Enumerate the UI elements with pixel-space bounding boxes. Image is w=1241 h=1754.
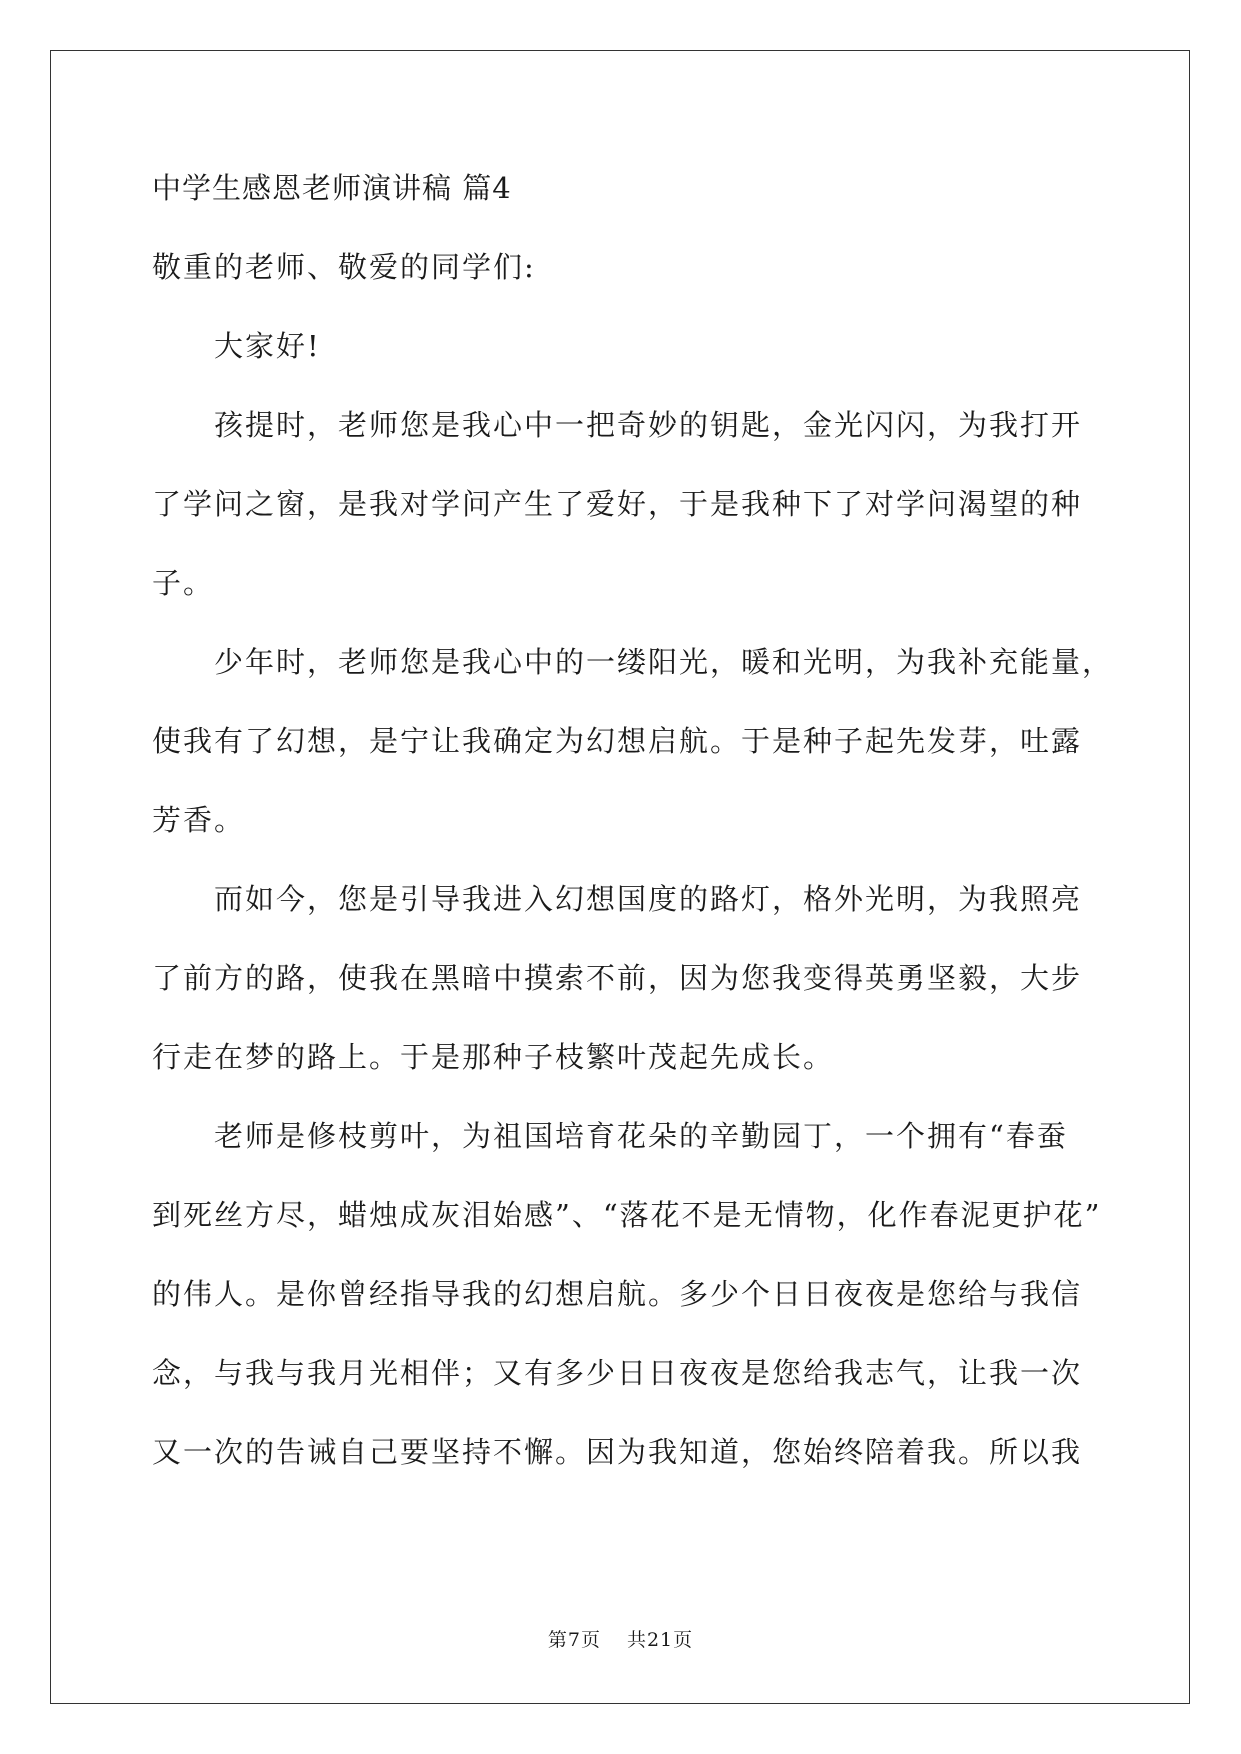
hello-line: 大家好! [214,329,321,363]
paragraph-4 [152,1116,1107,1473]
paragraph-line: 行走在梦的路上。于是那种子枝繁叶茂起先成长。 [152,1040,835,1074]
paragraph-line: 使我有了幻想，是宁让我确定为幻想启航。于是种子起先发芽，吐露 [152,724,1083,758]
paragraph-2 [152,642,1114,841]
paragraph-line: 到死丝方尽，蜡烛成灰泪始感”、“落花不是无情物，化作春泥更护花” [152,1198,1102,1232]
paragraph-line: 的伟人。是你曾经指导我的幻想启航。多少个日日夜夜是您给与我信 [152,1277,1083,1311]
page-number: 第7页 [547,1629,601,1651]
paragraph-line: 子。 [152,566,215,600]
page-footer [0,1625,1241,1652]
paragraph-line: 孩提时，老师您是我心中一把奇妙的钥匙，金光闪闪，为我打开 [214,408,1083,442]
document-body [152,168,1114,1473]
paragraph-line: 了前方的路，使我在黑暗中摸索不前，因为您我变得英勇坚毅，大步 [152,961,1083,995]
greeting-line: 敬重的老师、敬爱的同学们: [152,250,536,284]
paragraph-line: 了学问之窗，是我对学问产生了爱好，于是我种下了对学问渴望的种 [152,487,1083,521]
paragraph-line: 芳香。 [152,803,246,837]
paragraph-line: 老师是修枝剪叶，为祖国培育花朵的辛勤园丁，一个拥有“春蚕 [214,1119,1068,1153]
page-total: 共21页 [626,1629,694,1651]
paragraph-line: 而如今，您是引导我进入幻想国度的路灯，格外光明，为我照亮 [214,882,1083,916]
paragraph-line: 念，与我与我月光相伴；又有多少日日夜夜是您给我志气，让我一次 [152,1356,1083,1390]
paragraph-3 [152,879,1107,1078]
paragraph-1 [152,405,1107,604]
paragraph-line: 少年时，老师您是我心中的一缕阳光，暖和光明，为我补充能量， [214,645,1114,679]
document-title: 中学生感恩老师演讲稿 篇4 [152,171,512,205]
paragraph-line: 又一次的告诫自己要坚持不懈。因为我知道，您始终陪着我。所以我 [152,1435,1083,1469]
